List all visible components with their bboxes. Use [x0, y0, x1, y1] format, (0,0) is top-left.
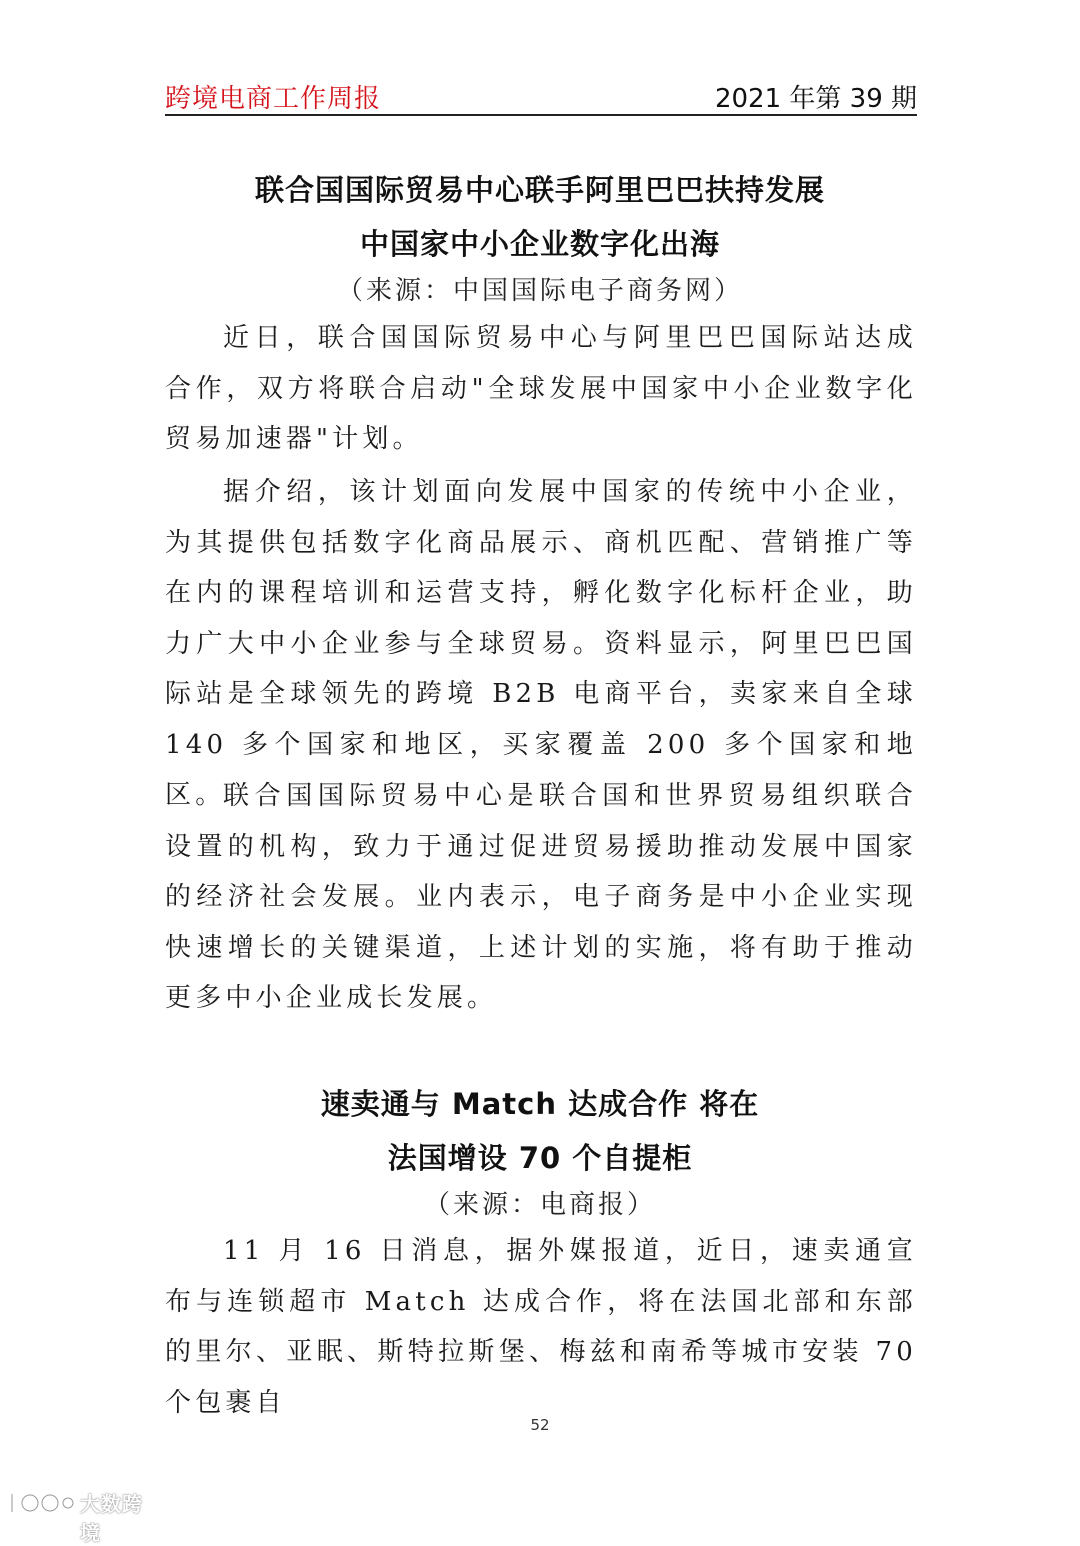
watermark-text: 大数跨境	[80, 1492, 143, 1545]
article1-paragraph: 近日，联合国国际贸易中心与阿里巴巴国际站达成合作，双方将联合启动"全球发展中国家中小企业数字化贸易加速器"计划。	[165, 323, 917, 454]
article1-title-line1: 联合国国际贸易中心联手阿里巴巴扶持发展	[254, 173, 825, 207]
article2-source: （来源：电商报）	[423, 1190, 656, 1220]
header-rule	[165, 114, 917, 116]
article1-paragraph: 据介绍，该计划面向发展中国家的传统中小企业，为其提供包括数字化商品展示、商机匹配、营销推广等在内的课程培训和运营支持，孵化数字化标杆企业，助力广大中小企业参与全球贸易。资料显示，阿里巴巴国际站是全球领先的跨境 B2B 电商平台，卖家来自全球 140 多个国家和地区，买家覆盖 200 多个国家和地区。	[165, 477, 917, 810]
article2-title-line2: 法国增设 70 个自提柜	[387, 1141, 693, 1175]
publication-name: 跨境电商工作周报	[165, 84, 382, 114]
watermark-logo-icon	[6, 1488, 76, 1518]
page-header	[165, 72, 917, 116]
issue-number: 2021 年第 39 期	[714, 84, 917, 114]
article2-paragraph: 11 月 16 日消息，据外媒报道，近日，速卖通宣布与连锁超市 Match 达成合作，将在法国北部和东部的里尔、亚眠、斯特拉斯堡、梅兹和南希等城市安装 70 个包裹自	[165, 1236, 917, 1418]
article1-title-line2: 中国家中小企业数字化出海	[359, 227, 720, 261]
article2-title-line1: 速卖通与 Match 达成合作 将在	[320, 1087, 760, 1121]
watermark	[6, 1488, 156, 1545]
page-number: 52	[530, 1416, 550, 1434]
article1-source: （来源：中国国际电子商务网）	[336, 276, 743, 306]
article1-paragraph: 联合国国际贸易中心是联合国和世界贸易组织联合设置的机构，致力于通过促进贸易援助推动发展中国家的经济社会发展。业内表示，电子商务是中小企业实现快速增长的关键渠道，上述计划的实施，将有助于推动更多中小企业成长发展。	[165, 781, 917, 1013]
